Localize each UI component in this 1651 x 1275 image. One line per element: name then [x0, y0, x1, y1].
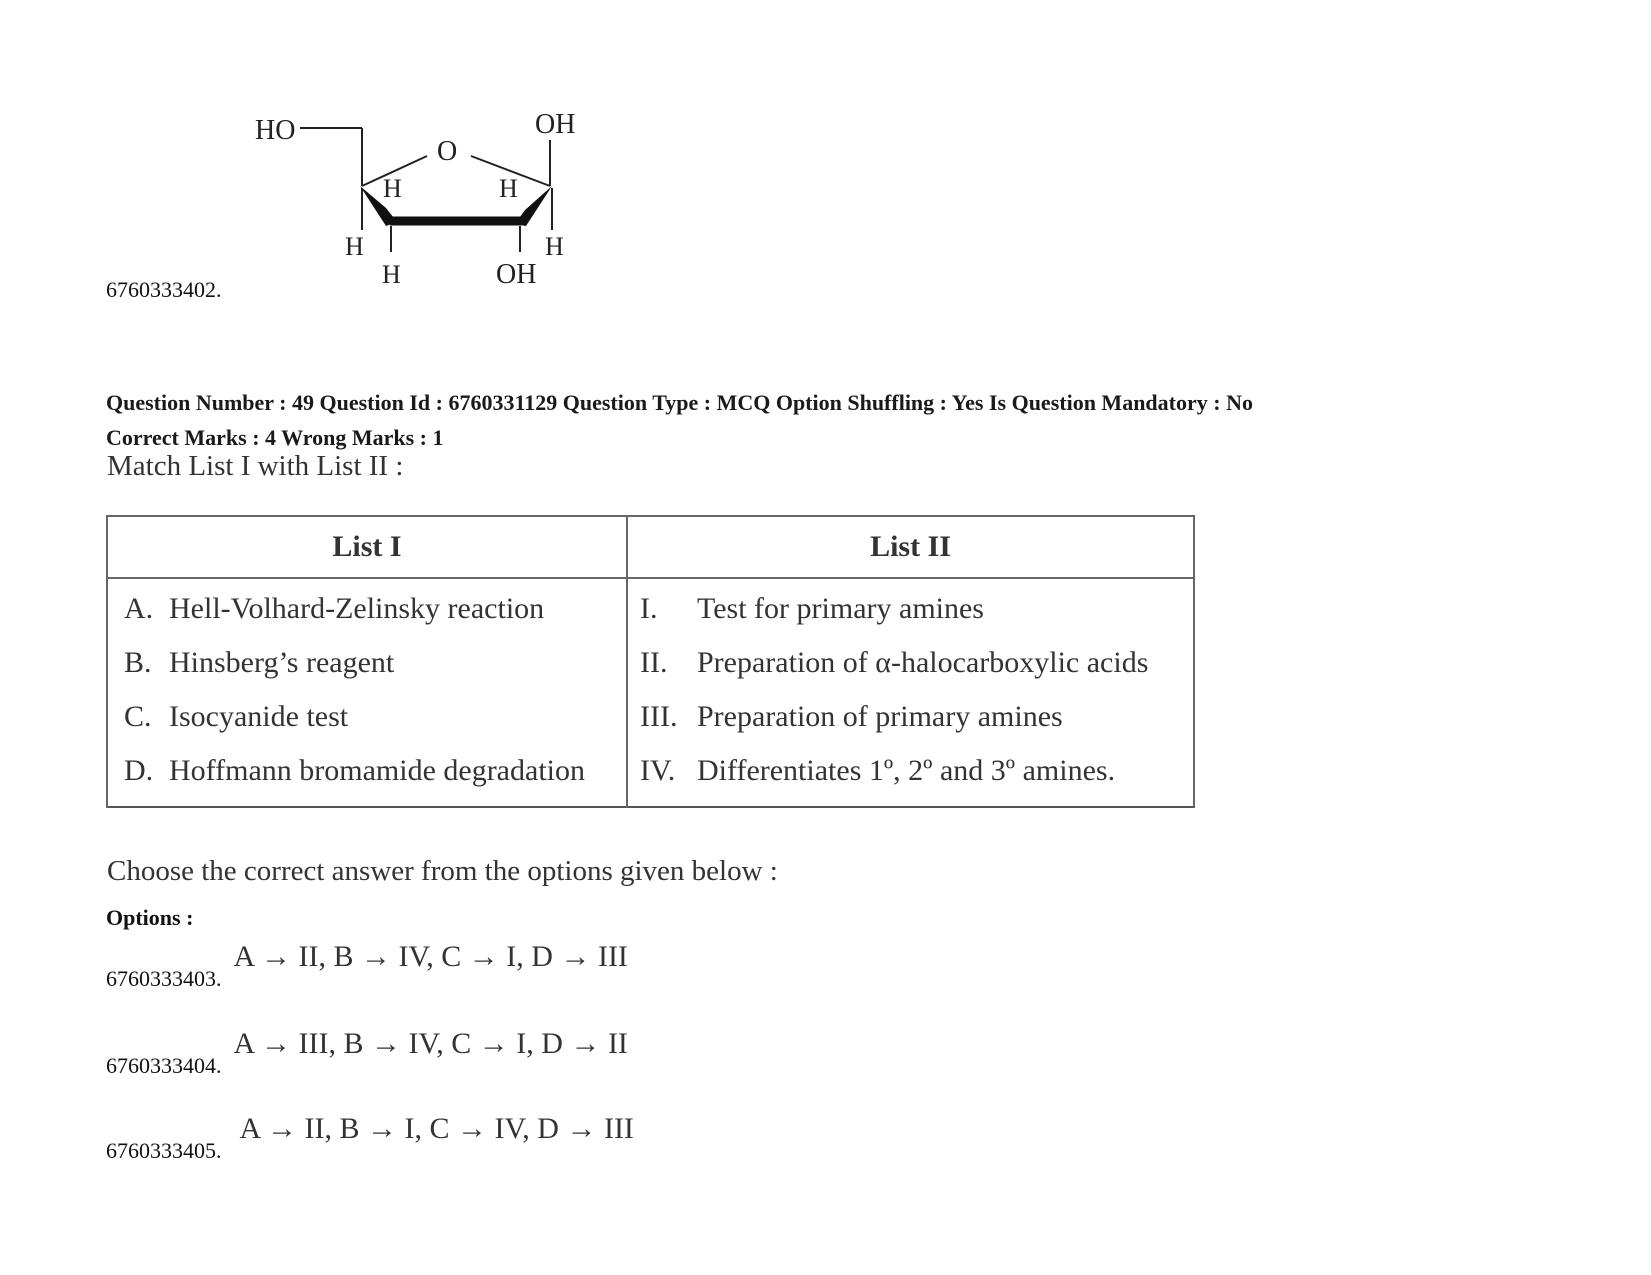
label-h-upper-right: H	[499, 174, 518, 203]
list-2-key: II.	[640, 646, 668, 679]
option-id: 6760333403.	[106, 966, 222, 991]
list-2-key: III.	[640, 700, 678, 733]
list-1-item	[108, 636, 626, 690]
list-2-text: Differentiates 1º, 2º and 3º amines.	[697, 754, 1116, 787]
list-1-text: Isocyanide test	[169, 700, 349, 733]
list-2-column	[627, 578, 1194, 807]
list-1-key: C.	[124, 700, 152, 733]
question-metadata	[106, 385, 1253, 455]
list-1-item	[108, 582, 626, 636]
header-list-1: List I	[107, 516, 627, 578]
list-1-key: D.	[124, 754, 154, 787]
label-h-bottom-left: H	[382, 260, 401, 289]
label-ring-oxygen: O	[437, 136, 458, 167]
question-meta-line2: Correct Marks : 4 Wrong Marks : 1	[106, 425, 444, 450]
list-1-item	[108, 690, 626, 744]
list-2-key: I.	[640, 592, 658, 625]
option-3[interactable]	[106, 1112, 634, 1163]
list-1-text: Hell-Volhard-Zelinsky reaction	[169, 592, 545, 625]
label-h-upper-left: H	[383, 174, 402, 203]
list-1-key: B.	[124, 646, 152, 679]
list-1-column	[107, 578, 627, 807]
list-1-text: Hoffmann bromamide degradation	[169, 754, 585, 787]
option-text: A → II, B → IV, C → I, D → III	[233, 940, 628, 973]
question-prompt: Match List I with List II :	[107, 450, 404, 482]
label-oh-bottom: OH	[496, 259, 537, 290]
option-id: 6760333404.	[106, 1053, 222, 1078]
list-2-text: Preparation of primary amines	[697, 700, 1063, 733]
list-1-text: Hinsberg’s reagent	[169, 646, 395, 679]
label-oh-top: OH	[535, 109, 576, 140]
label-h-lower-left: H	[345, 232, 364, 261]
label-h-lower-right: H	[545, 232, 564, 261]
option-text: A → II, B → I, C → IV, D → III	[239, 1112, 634, 1145]
options-label: Options :	[106, 905, 194, 930]
answer-instruction: Choose the correct answer from the options given below :	[107, 855, 778, 887]
previous-option-id: 6760333402.	[106, 277, 222, 302]
list-1-item	[108, 744, 626, 798]
deoxyribose-structure-diagram	[225, 100, 605, 305]
list-2-key: IV.	[640, 754, 676, 787]
option-2[interactable]	[106, 1027, 628, 1078]
list-1-key: A.	[124, 592, 154, 625]
list-2-item	[628, 582, 1193, 636]
option-1[interactable]	[106, 940, 628, 991]
option-id: 6760333405.	[106, 1138, 222, 1163]
list-2-item	[628, 690, 1193, 744]
label-ho: HO	[255, 115, 296, 146]
header-list-2: List II	[627, 516, 1194, 578]
list-2-text: Preparation of α-halocarboxylic acids	[697, 646, 1149, 679]
list-2-text: Test for primary amines	[697, 592, 984, 625]
option-text: A → III, B → IV, C → I, D → II	[233, 1027, 628, 1060]
list-2-item	[628, 744, 1193, 798]
list-2-item	[628, 636, 1193, 690]
match-list-table	[106, 515, 1195, 808]
question-meta-line1: Question Number : 49 Question Id : 6760331129 Question Type : MCQ Option Shuffling : Yes Is Question Mandatory : No	[106, 390, 1253, 415]
